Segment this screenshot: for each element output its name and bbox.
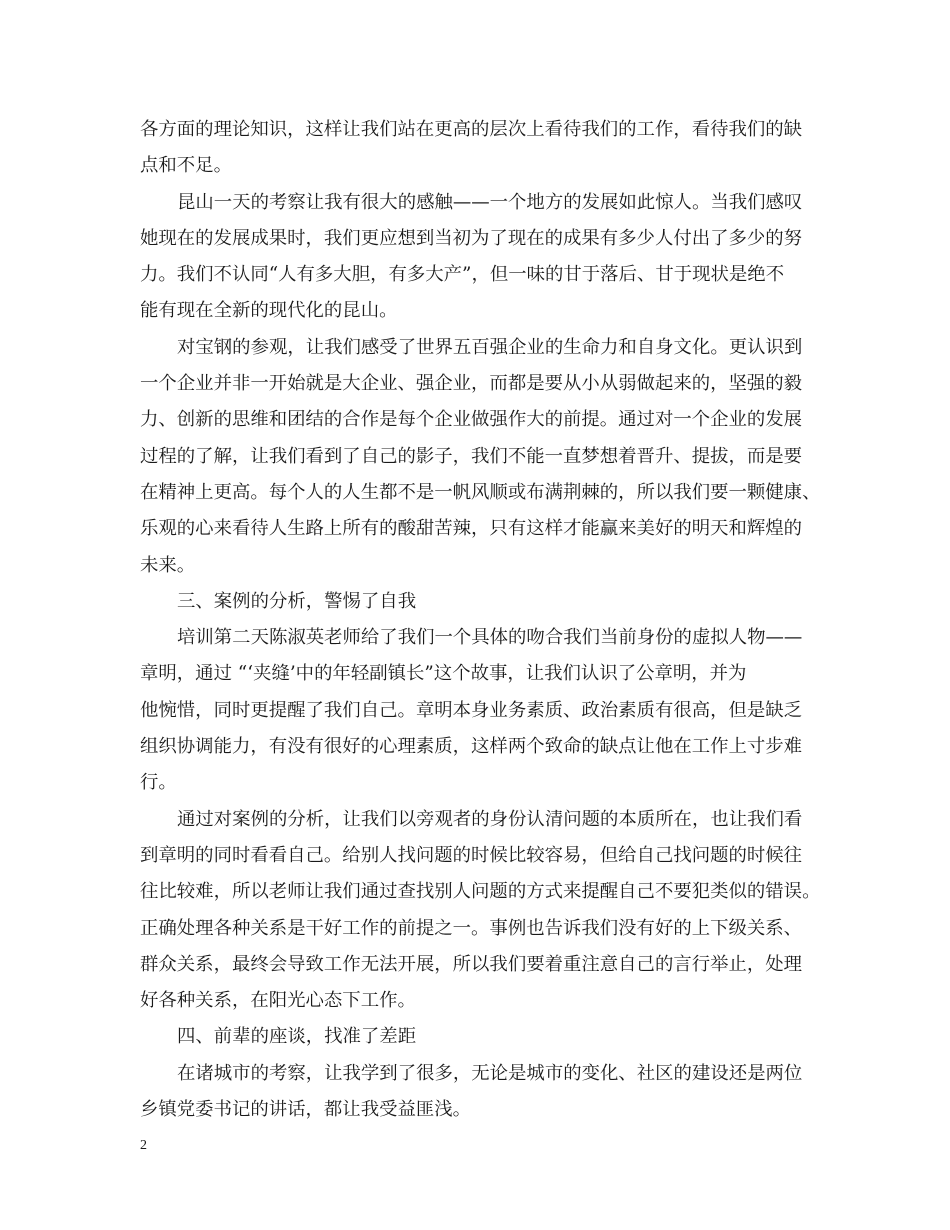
paragraph-start-line: 培训第二天陈淑英老师给了我们一个具体的吻合我们当前身份的虚拟人物—— — [177, 627, 803, 649]
page-number: 2 — [140, 1138, 147, 1153]
text-line: 组织协调能力，有没有很好的心理素质，这样两个致命的缺点让他在工作上寸步难 — [140, 736, 803, 758]
text-line: 未来。 — [140, 554, 196, 576]
paragraph-start-line: 在诸城市的考察，让我学到了很多，无论是城市的变化、社区的建设还是两位 — [177, 1062, 803, 1084]
text-line: 各方面的理论知识，这样让我们站在更高的层次上看待我们的工作，看待我们的缺 — [140, 119, 803, 140]
paragraph-start-line: 昆山一天的考察让我有很大的感触——一个地方的发展如此惊人。当我们感叹 — [177, 191, 803, 213]
text-line: 他惋惜，同时更提醒了我们自己。章明本身业务素质、政治素质有很高，但是缺乏 — [140, 699, 803, 721]
text-line: 乡镇党委书记的讲话，都让我受益匪浅。 — [140, 1099, 472, 1121]
text-line: 正确处理各种关系是干好工作的前提之一。事例也告诉我们没有好的上下级关系、 — [140, 917, 803, 939]
section-heading: 四、前辈的座谈，找准了差距 — [177, 1026, 417, 1048]
text-line: 她现在的发展成果时，我们更应想到当初为了现在的成果有多少人付出了多少的努 — [140, 227, 803, 249]
text-line: 群众关系，最终会导致工作无法开展，所以我们要着重注意自己的言行举止，处理 — [140, 953, 803, 975]
text-line: 能有现在全新的现代化的昆山。 — [140, 300, 398, 322]
text-line: 章明，通过 “‘夹缝’中的年轻副镇长”这个故事，让我们认识了公章明，并为 — [140, 663, 747, 685]
text-line: 力。我们不认同“人有多大胆，有多大产”，但一味的甘于落后、甘于现状是绝不 — [140, 264, 785, 286]
text-line: 到章明的同时看看自己。给别人找问题的时候比较容易，但给自己找问题的时候往 — [140, 844, 803, 866]
text-line: 一个企业并非一开始就是大企业、强企业，而都是要从小从弱做起来的，坚强的毅 — [140, 373, 803, 395]
text-line: 在精神上更高。每个人的人生都不是一帆风顺或布满荆棘的，所以我们要一颗健康、 — [140, 481, 821, 503]
section-heading: 三、案例的分析，警惕了自我 — [177, 590, 417, 612]
document-body — [140, 112, 820, 1128]
paragraph-start-line: 通过对案例的分析，让我们以旁观者的身份认清问题的本质所在，也让我们看 — [177, 808, 803, 830]
text-line: 过程的了解，让我们看到了自己的影子，我们不能一直梦想着晋升、提拔，而是要 — [140, 445, 803, 467]
text-line: 行。 — [140, 772, 177, 794]
paragraph-start-line: 对宝钢的参观，让我们感受了世界五百强企业的生命力和自身文化。更认识到 — [177, 336, 803, 358]
text-line: 往比较难，所以老师让我们通过查找别人问题的方式来提醒自己不要犯类似的错误。 — [140, 881, 821, 903]
text-line: 好各种关系，在阳光心态下工作。 — [140, 990, 416, 1012]
text-line: 力、创新的思维和团结的合作是每个企业做强作大的前提。通过对一个企业的发展 — [140, 409, 803, 431]
text-line: 乐观的心来看待人生路上所有的酸甜苦辣，只有这样才能赢来美好的明天和辉煌的 — [140, 518, 803, 540]
text-line: 点和不足。 — [140, 155, 232, 177]
